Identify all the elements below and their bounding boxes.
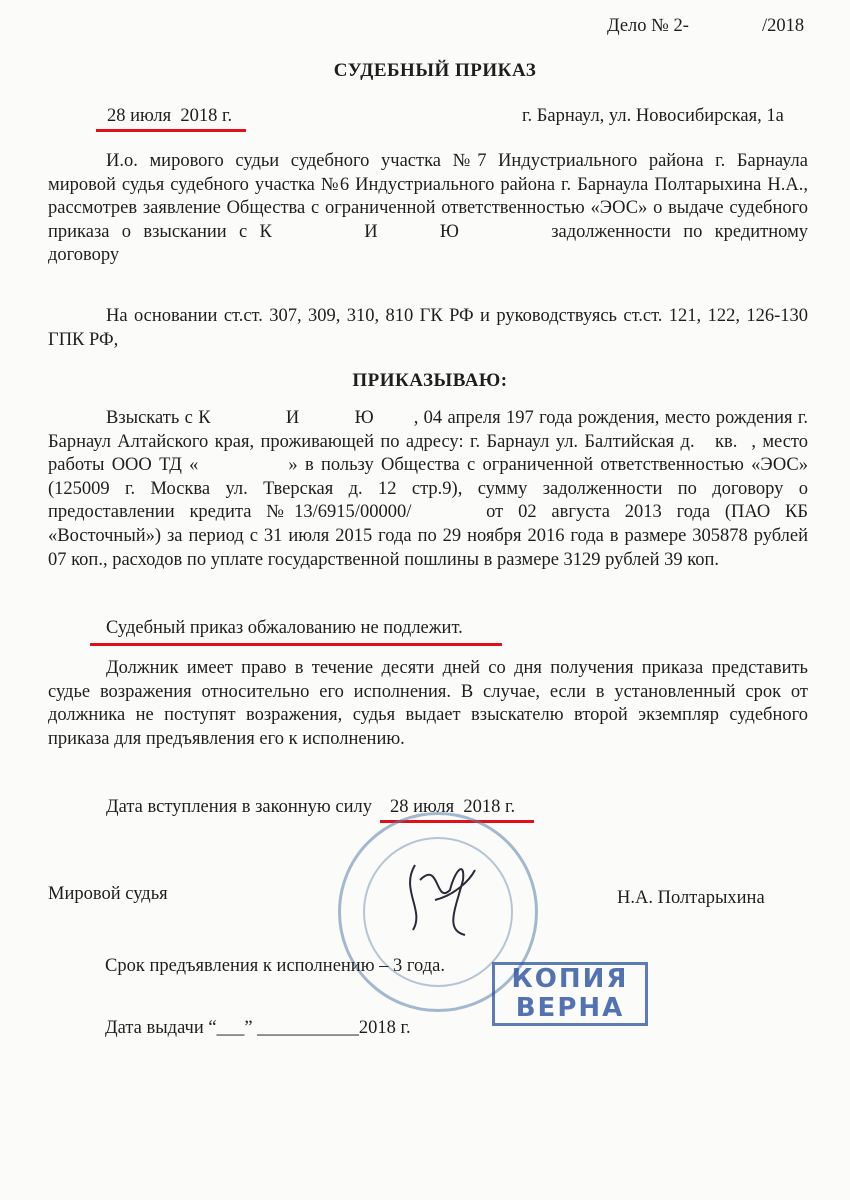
rights-paragraph: Должник имеет право в течение десяти дней со дня получения приказа представить судье возражения относительно его исполнения. В случае, если в установленный срок от должника не поступят возражения, судья выдает взыскателю второй экземпляр судебного приказа для предъявления его к исполнению. — [48, 658, 808, 749]
order-place: г. Барнаул, ул. Новосибирская, 1а — [522, 106, 784, 126]
order-birthdate: , 04 апреля 197 — [413, 408, 534, 428]
no-appeal-notice: Судебный приказ обжалованию не подлежит. — [106, 618, 463, 638]
document-title: СУДЕБНЫЙ ПРИКАЗ — [333, 60, 537, 81]
basis-paragraph: На основании ст.ст. 307, 309, 310, 810 ГК РФ и руководствуясь ст.ст. 121, 122, 126-130 ГПК РФ, — [48, 306, 808, 350]
case-number-prefix: Дело № 2- — [607, 16, 689, 36]
order-heading: ПРИКАЗЫВАЮ: — [352, 370, 508, 391]
effective-date-label: Дата вступления в законную силу — [106, 797, 372, 817]
order-address: года рождения, место рождения г. Барнаул Алтайского края, проживающей по адресу: г. Барнаул ул. Балтийская д. — [48, 408, 809, 452]
intro-text: И.о. мирового судьи судебного участка №7 Индустриального района г. Барнаула мировой судья судебного участка №6 Индустриального района г. Барнаула Полтарыхина Н.А., рассмотрев заявление Общества с ограниченной ответственностью «ЭОС» о выдаче судебного приказа о взыскании с К — [48, 151, 808, 242]
stamp-line-2: ВЕРНА — [515, 993, 625, 1023]
signature — [395, 850, 485, 940]
effective-date: 28 июля 2018 г. — [390, 797, 516, 817]
intro-paragraph — [48, 150, 808, 268]
order-text: Взыскать с К — [106, 408, 211, 428]
no-appeal-underline — [90, 643, 502, 646]
intro-initial-yu: Ю — [439, 221, 459, 242]
order-work: , место работы ООО ТД « — [48, 431, 809, 476]
order-apartment: кв. — [714, 431, 738, 452]
intro-text-end: задолженности по кредитному договору — [48, 221, 809, 266]
order-paragraph — [48, 407, 808, 572]
order-initial-yu: Ю — [354, 408, 374, 428]
order-creditor: » в пользу Общества с ограниченной ответственностью «ЭОС» (125009 г. Москва ул. Тверская д. 12 стр.9), сумму задолженности по договору о предоставлении кредита №13/6915/00000/ — [48, 455, 808, 523]
order-initial-i: И — [285, 408, 300, 428]
order-date: 28 июля 2018 г. — [107, 106, 233, 126]
judge-role: Мировой судья — [48, 884, 168, 904]
judge-name: Н.А. Полтарыхина — [617, 888, 765, 908]
copy-certified-stamp — [492, 962, 648, 1026]
case-number-suffix: /2018 — [762, 16, 805, 36]
date-underline — [96, 129, 246, 132]
intro-initial-i: И — [364, 221, 378, 242]
order-amount: от 02 августа 2013 года (ПАО КБ «Восточный») за период с 31 июля 2015 года по 29 ноября 2016 года в размере 305878 рублей 07 коп., расходов по уплате государственной пошлины в размере 3129 рублей 39 коп. — [48, 502, 808, 570]
enforcement-term: Срок предъявления к исполнению – 3 года. — [105, 956, 445, 976]
stamp-line-1: КОПИЯ — [511, 964, 629, 994]
issue-date: Дата выдачи “___” ___________2018 г. — [105, 1018, 411, 1038]
